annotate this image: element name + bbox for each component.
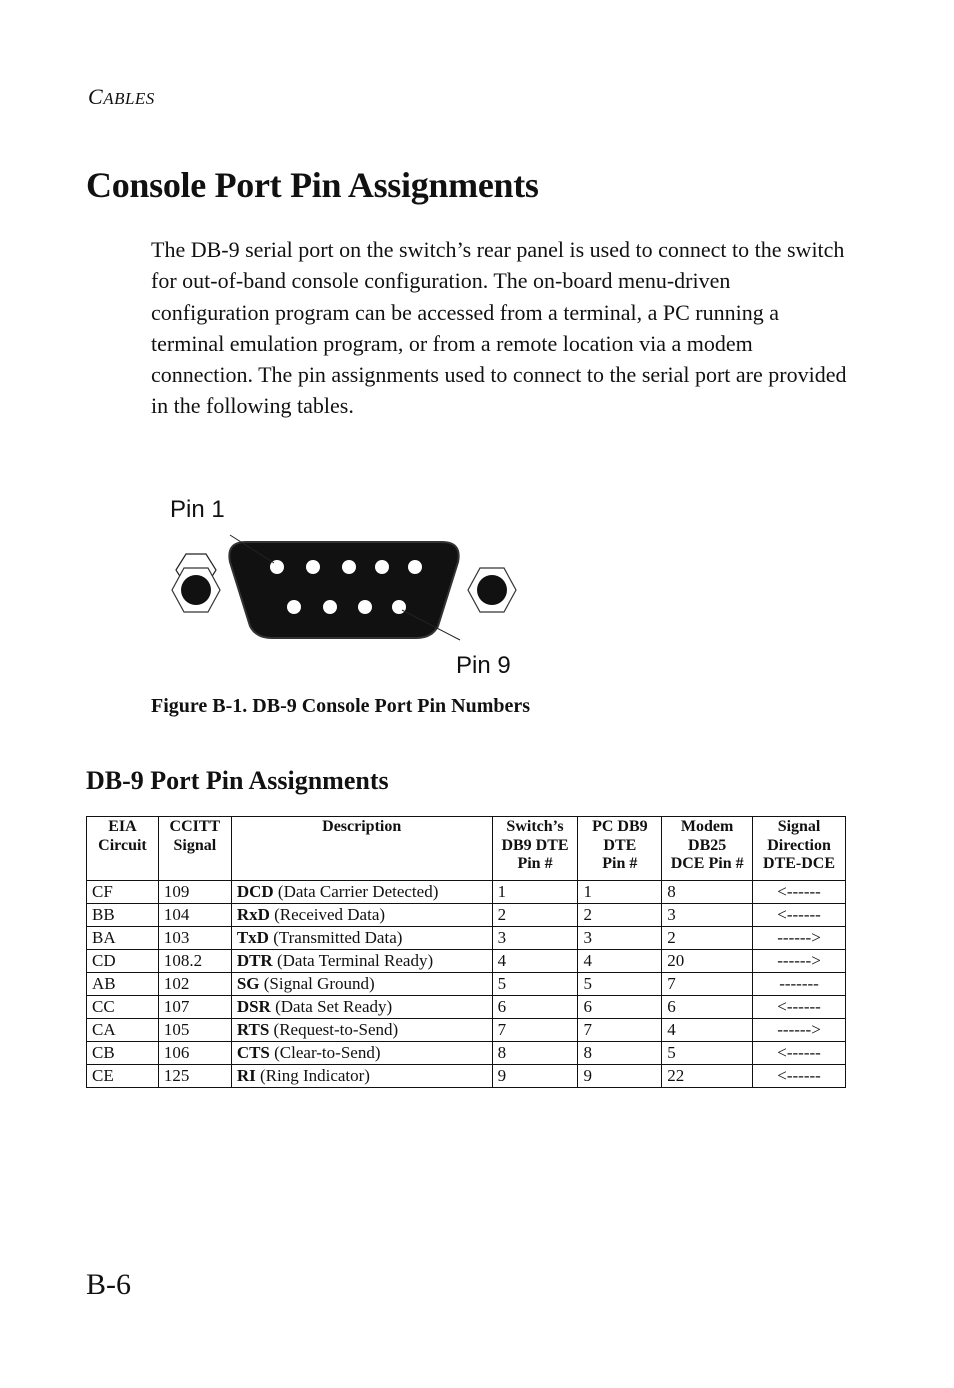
cell-eia: BA xyxy=(87,926,159,949)
signal-abbreviation: RxD xyxy=(236,904,270,924)
cell-ccitt: 125 xyxy=(158,1064,231,1087)
table-header-text: Description xyxy=(322,818,402,835)
table-header-cell xyxy=(662,817,753,881)
table-header-row xyxy=(87,817,846,881)
table-row xyxy=(87,926,846,949)
signal-description: (Ring Indicator) xyxy=(255,1065,370,1085)
signal-description: (Data Set Ready) xyxy=(270,996,393,1016)
cell-direction: <------ xyxy=(753,903,846,926)
cell-description xyxy=(231,1041,492,1064)
table-header-text: DTE-DCE xyxy=(763,855,836,872)
pin-assignment-table xyxy=(86,816,846,1088)
cell-pc-pin: 3 xyxy=(578,926,662,949)
intro-paragraph: The DB-9 serial port on the switch’s rear panel is used to connect to the switch for out-of-band console configuration. The on-board menu-driven configuration program can be accessed from a terminal, a PC running a terminal emulation program, or from a remote location via a modem connection. The pin assignments used to connect to the serial port are provided in the following tables. xyxy=(151,237,847,419)
cell-switch-pin: 6 xyxy=(492,995,578,1018)
cell-eia: CB xyxy=(87,1041,159,1064)
table-header-text: DB9 DTE xyxy=(501,836,569,854)
cell-switch-pin: 8 xyxy=(492,1041,578,1064)
table-row xyxy=(87,995,846,1018)
cell-pc-pin: 7 xyxy=(578,1018,662,1041)
cell-direction: ------- xyxy=(753,972,846,995)
pin-5 xyxy=(408,560,422,574)
signal-description: (Data Terminal Ready) xyxy=(272,950,434,970)
cell-ccitt: 103 xyxy=(158,926,231,949)
cell-switch-pin: 4 xyxy=(492,949,578,972)
pin-3 xyxy=(342,560,356,574)
cell-ccitt: 108.2 xyxy=(158,949,231,972)
cell-modem-pin: 22 xyxy=(662,1064,753,1087)
signal-abbreviation: RI xyxy=(236,1065,256,1085)
running-head xyxy=(88,84,155,110)
signal-abbreviation: DCD xyxy=(236,881,274,901)
signal-abbreviation: SG xyxy=(236,973,260,993)
table-header-text: DB25 xyxy=(688,836,727,854)
cell-description xyxy=(231,880,492,903)
cell-direction: <------ xyxy=(753,880,846,903)
table-header-text: Signal xyxy=(777,818,821,835)
cell-description xyxy=(231,972,492,995)
cell-description xyxy=(231,1064,492,1087)
pin9-label: Pin 9 xyxy=(456,652,511,679)
table-row xyxy=(87,1041,846,1064)
cell-eia: CA xyxy=(87,1018,159,1041)
table-header-text: CCITT xyxy=(169,818,221,835)
table-row xyxy=(87,1018,846,1041)
right-screw-hole xyxy=(477,575,507,605)
cell-eia: CE xyxy=(87,1064,159,1087)
cell-pc-pin: 9 xyxy=(578,1064,662,1087)
table-header-text: Signal xyxy=(173,836,217,854)
table-header-text: EIA xyxy=(108,818,137,835)
signal-description: (Received Data) xyxy=(269,904,386,924)
table-header-text: DCE Pin # xyxy=(670,855,744,872)
cell-modem-pin: 3 xyxy=(662,903,753,926)
cell-direction: <------ xyxy=(753,1064,846,1087)
cell-eia: BB xyxy=(87,903,159,926)
pin-7 xyxy=(323,600,337,614)
signal-description: (Request-to-Send) xyxy=(269,1019,399,1039)
cell-pc-pin: 8 xyxy=(578,1041,662,1064)
cell-modem-pin: 4 xyxy=(662,1018,753,1041)
cell-modem-pin: 5 xyxy=(662,1041,753,1064)
signal-description: (Clear-to-Send) xyxy=(269,1042,381,1062)
cell-ccitt: 105 xyxy=(158,1018,231,1041)
pin-2 xyxy=(306,560,320,574)
cell-modem-pin: 7 xyxy=(662,972,753,995)
cell-eia: CD xyxy=(87,949,159,972)
cell-ccitt: 104 xyxy=(158,903,231,926)
cell-pc-pin: 5 xyxy=(578,972,662,995)
table-header-text: Direction xyxy=(767,836,831,854)
cell-switch-pin: 7 xyxy=(492,1018,578,1041)
cell-switch-pin: 5 xyxy=(492,972,578,995)
pin-4 xyxy=(375,560,389,574)
cell-switch-pin: 3 xyxy=(492,926,578,949)
cell-pc-pin: 6 xyxy=(578,995,662,1018)
cell-eia: CC xyxy=(87,995,159,1018)
cell-modem-pin: 8 xyxy=(662,880,753,903)
table-header-text: Pin # xyxy=(517,855,553,872)
signal-description: (Signal Ground) xyxy=(259,973,375,993)
pin-8 xyxy=(358,600,372,614)
signal-abbreviation: TxD xyxy=(236,927,269,947)
cell-switch-pin: 9 xyxy=(492,1064,578,1087)
cell-description xyxy=(231,995,492,1018)
cell-pc-pin: 4 xyxy=(578,949,662,972)
cell-description xyxy=(231,903,492,926)
table-row xyxy=(87,1064,846,1087)
cell-modem-pin: 20 xyxy=(662,949,753,972)
cell-description xyxy=(231,949,492,972)
table-header-cell xyxy=(158,817,231,881)
cell-direction: <------ xyxy=(753,995,846,1018)
table-header-cell xyxy=(231,817,492,881)
cell-eia: AB xyxy=(87,972,159,995)
table-header-text: Circuit xyxy=(98,836,147,854)
cell-pc-pin: 2 xyxy=(578,903,662,926)
cell-ccitt: 106 xyxy=(158,1041,231,1064)
page-number: B-6 xyxy=(86,1268,131,1301)
db9-figure xyxy=(160,490,540,690)
table-header-text: Switch’s xyxy=(506,818,564,835)
cell-direction: ------> xyxy=(753,949,846,972)
figure-caption: Figure B-1. DB-9 Console Port Pin Numbers xyxy=(151,695,531,717)
running-head-initial: C xyxy=(88,84,104,109)
signal-abbreviation: DTR xyxy=(236,950,273,970)
table-header-cell xyxy=(87,817,159,881)
table-header-cell xyxy=(753,817,846,881)
cell-description xyxy=(231,1018,492,1041)
cell-ccitt: 109 xyxy=(158,880,231,903)
pin-9 xyxy=(392,600,406,614)
table-row xyxy=(87,880,846,903)
cell-ccitt: 102 xyxy=(158,972,231,995)
signal-description: (Transmitted Data) xyxy=(268,927,403,947)
signal-description: (Data Carrier Detected) xyxy=(273,881,439,901)
cell-direction: ------> xyxy=(753,1018,846,1041)
cell-direction: ------> xyxy=(753,926,846,949)
cell-modem-pin: 2 xyxy=(662,926,753,949)
cell-ccitt: 107 xyxy=(158,995,231,1018)
pin1-label: Pin 1 xyxy=(170,496,225,523)
left-screw-hole xyxy=(181,575,211,605)
table-header-text: DTE xyxy=(603,836,637,854)
page-title: Console Port Pin Assignments xyxy=(86,165,539,205)
pin-6 xyxy=(287,600,301,614)
table-header-text: Pin # xyxy=(602,855,638,872)
table-header-cell xyxy=(492,817,578,881)
table-body xyxy=(87,880,846,1087)
cell-description xyxy=(231,926,492,949)
cell-switch-pin: 1 xyxy=(492,880,578,903)
signal-abbreviation: CTS xyxy=(236,1042,270,1062)
signal-abbreviation: RTS xyxy=(236,1019,270,1039)
cell-eia: CF xyxy=(87,880,159,903)
table-header-cell xyxy=(578,817,662,881)
cell-switch-pin: 2 xyxy=(492,903,578,926)
table-header-text: PC DB9 xyxy=(592,818,648,835)
table-header-text: Modem xyxy=(680,818,734,835)
table-row xyxy=(87,949,846,972)
cell-direction: <------ xyxy=(753,1041,846,1064)
cell-modem-pin: 6 xyxy=(662,995,753,1018)
running-head-rest: ABLES xyxy=(103,89,155,108)
cell-pc-pin: 1 xyxy=(578,880,662,903)
table-row xyxy=(87,972,846,995)
table-row xyxy=(87,903,846,926)
section-title: DB-9 Port Pin Assignments xyxy=(86,766,389,795)
signal-abbreviation: DSR xyxy=(236,996,271,1016)
